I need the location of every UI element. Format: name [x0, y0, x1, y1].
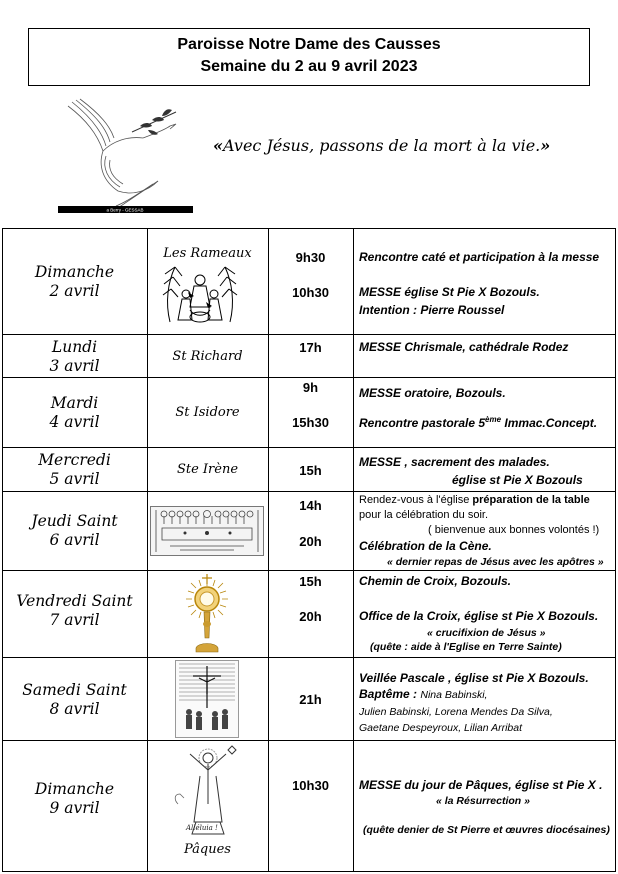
- day-name: Mercredi: [38, 451, 111, 469]
- day-name: Vendredi Saint: [16, 592, 133, 610]
- day-cell: [2, 681, 147, 719]
- holy-saturday-illustration-icon: [175, 660, 239, 738]
- feast-name: Les Rameaux: [163, 246, 252, 261]
- event-text: Célébration de la Cène.: [359, 539, 492, 553]
- day-cell: [2, 780, 147, 818]
- column-divider: [268, 228, 269, 872]
- event-text-part: Immac.Concept.: [501, 416, 598, 430]
- event-text: « la Résurrection »: [436, 795, 530, 807]
- event-text: [359, 415, 597, 430]
- event-text: MESSE , sacrement des malades.: [359, 455, 550, 469]
- quote-open: «: [213, 136, 223, 155]
- event-text-part: Nina Babinski,: [420, 689, 488, 701]
- event-text: MESSE Chrismale, cathédrale Rodez: [359, 340, 569, 354]
- feast-name: Pâques: [184, 842, 231, 857]
- day-name: Jeudi Saint: [31, 512, 118, 530]
- quote-close: »: [540, 136, 551, 155]
- day-date: 3 avril: [49, 357, 100, 375]
- event-text: (quête : aide à l'Eglise en Terre Sainte): [370, 641, 562, 653]
- day-date: 5 avril: [49, 470, 100, 488]
- day-date: 8 avril: [49, 700, 100, 718]
- feast-name: St Richard: [172, 349, 243, 364]
- day-cell: [2, 592, 147, 630]
- monstrance-icon: [184, 572, 230, 656]
- dove-credit: a Berry - GESSAB: [106, 207, 144, 213]
- row-divider: [2, 740, 616, 741]
- time-slot: 9h30: [295, 250, 326, 265]
- feast-name: St Isidore: [175, 405, 240, 420]
- time-slot: 15h: [299, 463, 322, 478]
- event-text-part: Julien Babinski, Lorena Mendes Da Silva,: [359, 706, 553, 718]
- time-slot: 15h: [299, 574, 322, 589]
- event-text-part: Gaetane Despeyroux, Lilian Arribat: [359, 722, 523, 734]
- schedule-table: [2, 228, 616, 872]
- time-slot: 14h: [299, 498, 322, 513]
- column-divider: [353, 228, 354, 872]
- event-text: [359, 494, 590, 506]
- event-text: ( bienvenue aux bonnes volontés !): [428, 524, 600, 536]
- day-cell: [2, 451, 147, 489]
- row-divider: [2, 334, 616, 335]
- event-text-part: Rendez-vous à l'église: [359, 494, 473, 506]
- event-text: MESSE oratoire, Bozouls.: [359, 386, 506, 400]
- event-text: pour la célébration du soir.: [359, 509, 489, 521]
- event-text-part: Rencontre pastorale 5: [359, 416, 486, 430]
- column-divider: [147, 228, 148, 872]
- event-text: Office de la Croix, église st Pie X Bozouls.: [359, 609, 599, 623]
- last-supper-illustration-icon: [150, 506, 264, 556]
- quote-text: Avec Jésus, passons de la mort à la vie.: [223, 136, 541, 155]
- time-slot: 17h: [299, 340, 322, 355]
- event-text: Veillée Pascale , église st Pie X Bozouls.: [359, 671, 589, 685]
- event-text: Intention : Pierre Roussel: [359, 303, 505, 317]
- day-name: Dimanche: [34, 263, 115, 281]
- event-text: « dernier repas de Jésus avec les apôtres »: [387, 556, 604, 568]
- day-date: 4 avril: [49, 413, 100, 431]
- alleluia-caption: Alléluia !: [186, 824, 218, 832]
- feast-name: Ste Irène: [176, 462, 239, 477]
- time-slot: 10h30: [292, 285, 329, 300]
- day-date: 7 avril: [49, 611, 100, 629]
- time-slot: 10h30: [292, 778, 329, 793]
- event-text: MESSE église St Pie X Bozouls.: [359, 285, 540, 299]
- day-date: 2 avril: [49, 282, 100, 300]
- day-date: 6 avril: [49, 531, 100, 549]
- risen-christ-illustration-icon: [170, 744, 246, 840]
- event-text-part: Baptême :: [359, 687, 421, 701]
- time-slot: 9h: [302, 380, 319, 395]
- event-text: église st Pie X Bozouls: [452, 473, 583, 487]
- row-divider: [2, 657, 616, 658]
- time-slot: 20h: [299, 609, 322, 624]
- day-cell: [2, 263, 147, 301]
- palm-sunday-illustration-icon: [160, 262, 240, 330]
- event-text: Chemin de Croix, Bozouls.: [359, 574, 512, 588]
- day-name: Lundi: [51, 338, 98, 356]
- time-slot: 21h: [299, 692, 322, 707]
- dove-with-olive-branch-icon: [58, 96, 193, 214]
- superscript: ème: [485, 415, 502, 424]
- event-text: MESSE du jour de Pâques, église st Pie X .: [359, 778, 603, 792]
- event-text: Rencontre caté et participation à la messe: [359, 250, 600, 264]
- page-subtitle: Semaine du 2 au 9 avril 2023: [200, 58, 418, 75]
- theme-quote: [213, 136, 550, 155]
- day-cell: [2, 512, 147, 550]
- row-divider: [2, 570, 616, 571]
- event-text: (quête denier de St Pierre et œuvres diocésaines): [363, 824, 610, 836]
- page-title: Paroisse Notre Dame des Causses: [177, 36, 441, 53]
- day-cell: [2, 394, 147, 432]
- row-divider: [2, 447, 616, 448]
- day-name: Mardi: [50, 394, 99, 412]
- day-name: Dimanche: [34, 780, 115, 798]
- day-name: Samedi Saint: [22, 681, 127, 699]
- event-text: [359, 704, 553, 718]
- day-cell: [2, 338, 147, 376]
- day-date: 9 avril: [49, 799, 100, 817]
- time-slot: 20h: [299, 534, 322, 549]
- row-divider: [2, 377, 616, 378]
- event-text: [359, 687, 487, 701]
- row-divider: [2, 491, 616, 492]
- event-text-emphasis: préparation de la table: [472, 494, 590, 506]
- title-box: [28, 28, 590, 86]
- time-slot: 15h30: [292, 415, 329, 430]
- event-text: « crucifixion de Jésus »: [427, 627, 546, 639]
- event-text: [359, 720, 522, 734]
